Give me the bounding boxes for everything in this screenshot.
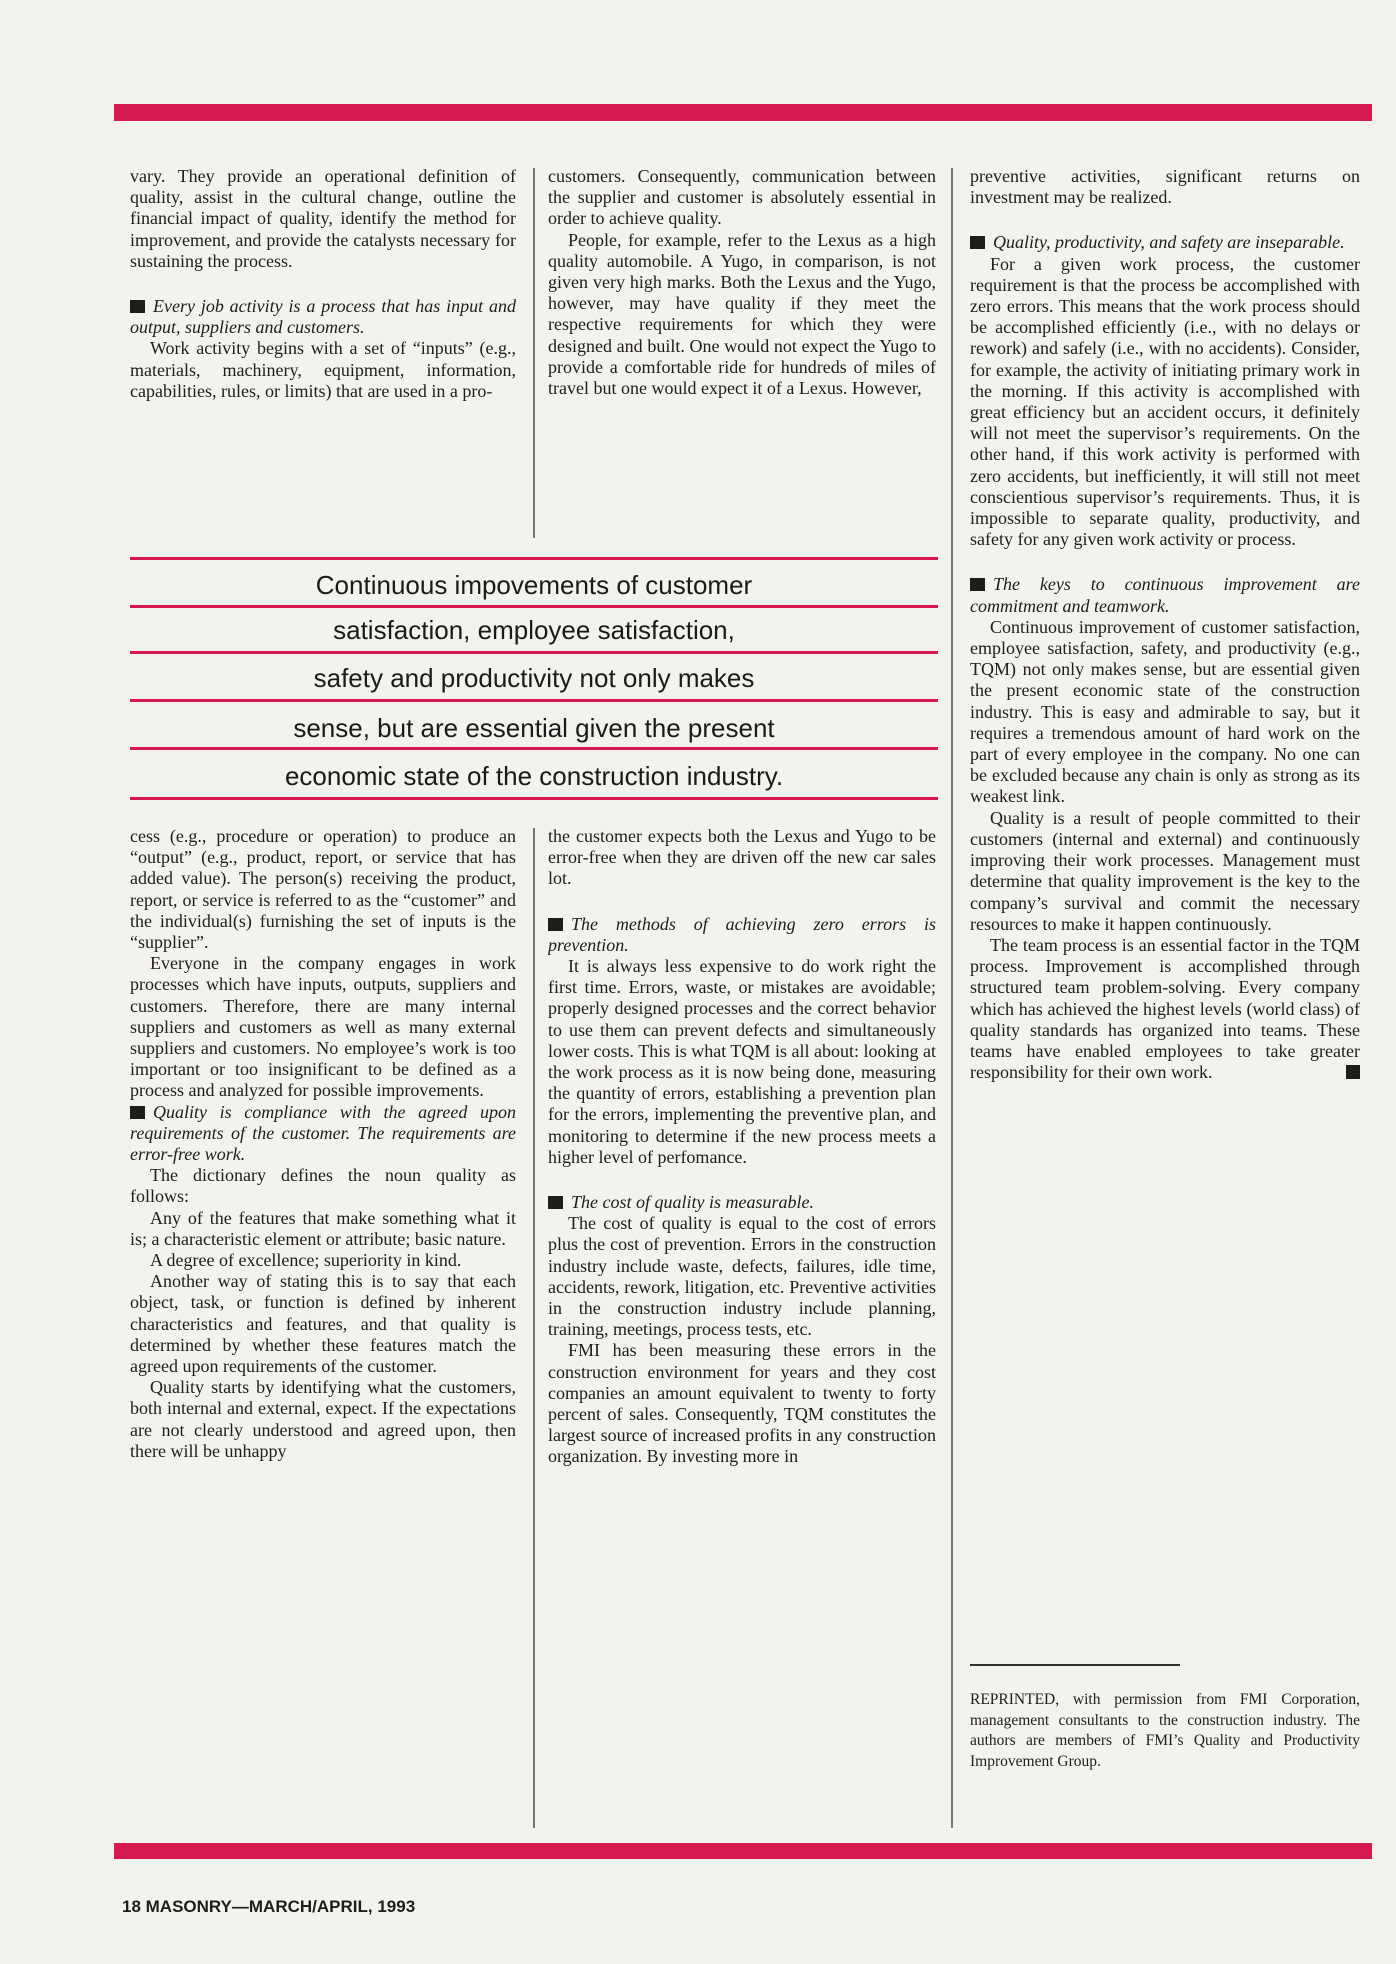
paragraph-text: Quality starts by identifying what the customers, both internal and external, expect. If the expectations are not clearly understood and agreed upon, then there will be unhappy [130,1377,516,1461]
pull-quote-rule [130,747,938,750]
paragraph [548,1213,936,1340]
paragraph-text: Quality is compliance with the agreed upon requirements of the customer. The requirements are error-free work. [130,1101,516,1165]
paragraph-text: Every job activity is a process that has input and output, suppliers and customers. [130,296,516,338]
paragraph [548,230,936,400]
column-1-top [130,166,516,546]
column-divider [533,168,535,538]
paragraph-text: customers. Consequently, communication between the supplier and customer is absolutely essential in order to achieve quality. [548,166,936,229]
paragraph [130,166,516,272]
paragraph-text: For a given work process, the customer requirement is that the process be accomplished with zero errors. This means that the work process should be accomplished efficiently (i.e., with no delays or rework) and safely (i.e., with no accidents). Consider, for example, the activity of initiating primary work in the morning. If this activity is accomplished with great efficiency but an accident occurs, it definitely will not meet the supervisor’s requirements. On the other hand, if this work activity is performed with zero accidents, but inefficiently, it will still not meet conscientious supervisor’s requirements. Thus, it is impossible to separate quality, productivity, and safety for any given work activity or process. [970,253,1360,550]
paragraph [970,254,1360,551]
paragraph-text: the customer expects both the Lexus and Yugo to be error-free when they are driven off the new car sales lot. [548,826,936,889]
pull-quote-line: Continuous impovements of customer [315,570,753,600]
paragraph [130,1165,516,1207]
pull-quote-line: satisfaction, employee satisfaction, [333,615,735,645]
column-3 [970,166,1360,1646]
column-divider [533,828,535,1828]
section-bullet-icon [970,236,985,249]
pull-quote-line: sense, but are essential given the present [293,713,775,743]
pull-quote-line: safety and productivity not only makes [313,663,755,693]
section-lead [970,232,1360,253]
credit-rule [970,1664,1180,1666]
pull-quote-line: economic state of the construction industry. [284,761,784,791]
paragraph [548,826,936,890]
paragraph-text: Quality is a result of people committed to their customers (internal and external) and continuously improving their work processes. Management must determine that quality improvement is the key to the company’s survival and commit the necessary resources to make it happen continuously. [970,807,1360,934]
paragraph [970,617,1360,808]
paragraph [548,1340,936,1467]
paragraph-text: preventive activities, significant returns on investment may be realized. [970,166,1360,208]
paragraph [970,935,1360,1083]
paragraph-text: The cost of quality is equal to the cost of errors plus the cost of prevention. Errors in the construction industry include waste, defects, failures, idle time, accidents, rework, litigation, etc. Preventive activities in the construction industry include planning, training, meetings, process tests, etc. [548,1213,936,1340]
section-bullet-icon [970,578,985,591]
pull-quote-rule [130,651,938,654]
section-lead [130,296,516,338]
paragraph [130,1271,516,1377]
section-bullet-icon [548,918,563,931]
paragraph [130,1377,516,1462]
paragraph-text: vary. They provide an operational definition of quality, assist in the cultural change, outline the financial impact of quality, identify the method for improvement, and provide the catalysts necessary for sustaining the process. [130,166,516,271]
paragraph-text: Quality, productivity, and safety are inseparable. [993,232,1345,253]
paragraph-text: It is always less expensive to do work right the first time. Errors, waste, or mistakes are avoidable; properly designed processes and the correct behavior to use them can prevent defects and simultaneously lower costs. This is what TQM is all about: looking at the work process as it is now being done, measuring the quantity of errors, establishing a prevention plan for the errors, implementing the preventive plan, and monitoring to determine if the new process meets a higher level of perfomance. [548,956,936,1167]
paragraph-text: Another way of stating this is to say that each object, task, or function is defined by inherent characteristics and features, and that quality is determined by whether these features match the agreed upon requirements of the customer. [130,1271,516,1377]
reprint-credit: REPRINTED, with permission from FMI Corporation, management consultants to the construction industry. The authors are members of FMI’s Quality and Productivity Improvement Group. [970,1691,1360,1770]
paragraph-text: Work activity begins with a set of “inputs” (e.g., materials, machinery, equipment, information, capabilities, rules, or limits) that are used in a pro- [130,338,516,401]
paragraph-text: The keys to continuous improvement are commitment and teamwork. [970,574,1360,616]
pull-quote-rule [130,605,938,608]
page-footer: 18 MASONRY—MARCH/APRIL, 1993 [122,1897,416,1916]
paragraph-text: A degree of excellence; superiority in kind. [150,1250,462,1271]
pull-quote-rule [130,699,938,702]
column-2-bottom [548,826,936,1836]
paragraph-text: The cost of quality is measurable. [571,1192,814,1213]
paragraph [130,338,516,402]
section-lead [130,1102,516,1166]
paragraph-text: Everyone in the company engages in work processes which have inputs, outputs, suppliers and customers. Therefore, there are many internal suppliers and customers as well as many external suppliers and customers. No employee’s work is too important or too insignificant to be defined as a process and analyzed for possible improvements. [130,953,516,1101]
pull-quote-rule [130,557,938,560]
paragraph [130,1208,516,1250]
paragraph-text: Continuous improvement of customer satisfaction, employee satisfaction, safety, and productivity (e.g., TQM) not only makes sense, but are essential given the present economic state of the construction industry. This is easy and admirable to say, but it requires a tremendous amount of hard work on the part of every employee in the company. No one can be excluded because any chain is only as strong as its weakest link. [970,616,1360,807]
section-lead [548,1192,936,1213]
paragraph [970,808,1360,935]
paragraph-text: cess (e.g., procedure or operation) to produce an “output” (e.g., product, report, or service that has added value). The person(s) receiving the product, report, or service is referred to as the “customer” and the individual(s) furnishing the set of inputs is the “supplier”. [130,826,516,953]
column-2-top [548,166,936,556]
paragraph-text: The team process is an essential factor in the TQM process. Improvement is accomplished through structured team problem-solving. Every company which has achieved the highest levels (world class) of quality standards has organized into teams. These teams have enabled employees to take greater responsibility for their own work. [970,934,1360,1083]
paragraph-text: People, for example, refer to the Lexus as a high quality automobile. A Yugo, in comparison, is not given very high marks. Both the Lexus and the Yugo, however, may have quality if they meet the respective requirements for which they were designed and built. One would not expect the Yugo to provide a comfortable ride for hundreds of miles of travel but one would expect it of a Lexus. However, [548,229,936,399]
end-of-article-icon [1346,1065,1360,1079]
paragraph [130,1250,516,1271]
section-bullet-icon [130,1106,145,1119]
paragraph-text: Any of the features that make something what it is; a characteristic element or attribute; basic nature. [130,1207,516,1249]
pull-quote-rule [130,797,938,800]
section-bullet-icon [548,1196,563,1209]
paragraph [130,953,516,1101]
paragraph-text: The methods of achieving zero errors is prevention. [548,913,936,955]
paragraph-text: FMI has been measuring these errors in the construction environment for years and they cost companies an amount equivalent to twenty to forty percent of sales. Consequently, TQM constitutes the largest source of increased profits in any construction organization. By investing more in [548,1340,936,1467]
section-bullet-icon [130,300,145,313]
bottom-accent-rule [114,1843,1372,1859]
paragraph [130,826,516,953]
paragraph [970,166,1360,208]
paragraph [548,956,936,1168]
paragraph-text: The dictionary defines the noun quality as follows: [130,1165,516,1207]
section-lead [970,574,1360,616]
section-lead [548,914,936,956]
top-accent-rule [114,104,1372,121]
column-divider [951,168,953,1828]
column-1-bottom [130,826,516,1836]
paragraph [548,166,936,230]
